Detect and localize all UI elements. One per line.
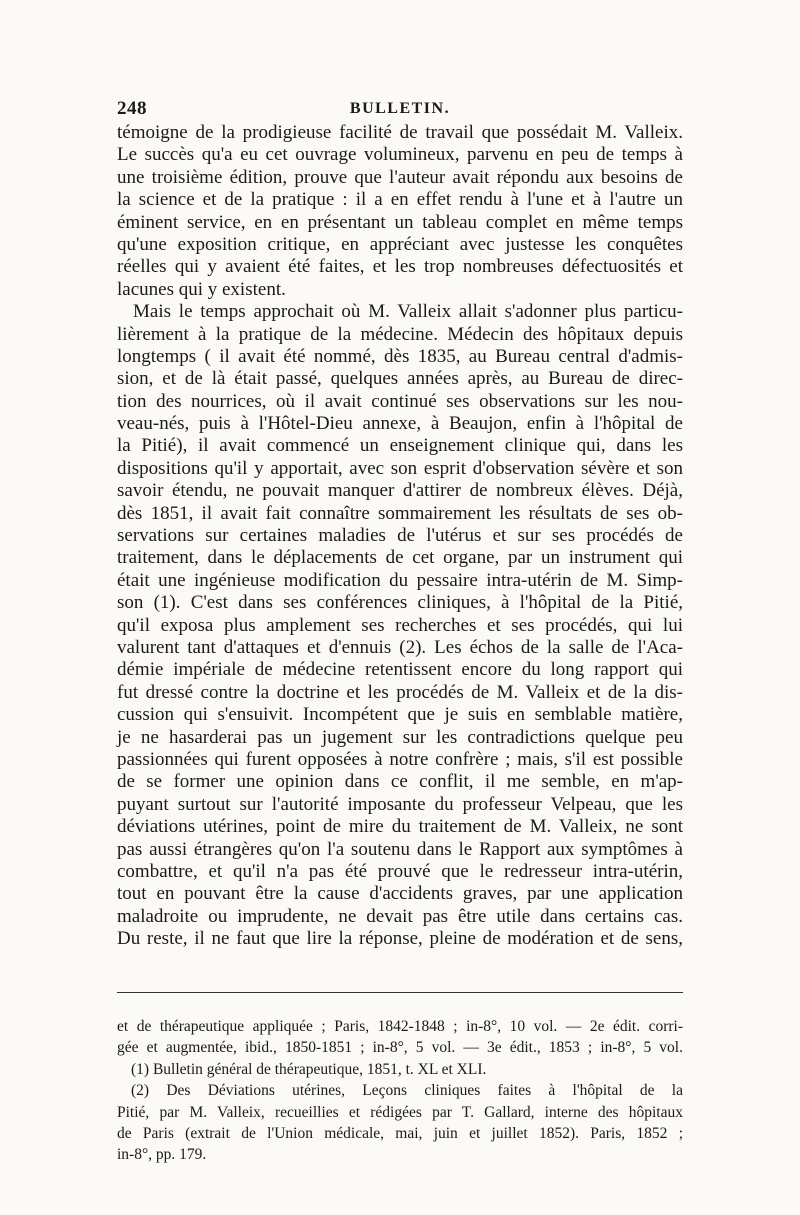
text-line: servations sur certaines maladies de l'utérus et sur ses procédés de [117, 525, 683, 547]
text-line: fut dressé contre la doctrine et les procédés de M. Valleix et de la dis- [117, 681, 683, 703]
footnote-line: (2) Des Déviations utérines, Leçons cliniques faites à l'hôpital de la [131, 1082, 683, 1100]
text-line: je ne hasarderai pas un jugement sur les contradictions quelque peu [117, 726, 683, 748]
text-line: dès 1851, il avait fait connaître sommairement les résultats de ses ob- [117, 502, 683, 524]
running-head: BULLETIN. [349, 100, 451, 117]
body-text [117, 122, 683, 950]
text-line: longtemps ( il avait été nommé, dès 1835, au Bureau central d'admis- [117, 345, 683, 367]
text-line: Du reste, il ne faut que lire la réponse, pleine de modération et de sens, [117, 928, 683, 950]
text-line: Le succès qu'a eu cet ouvrage volumineux, parvenu en peu de temps à [117, 144, 683, 166]
text-line: valurent tant d'attaques et d'ennuis (2). Les échos de la salle de l'Aca- [117, 636, 683, 658]
text-line: tout en pouvant être la cause d'accidents graves, par une application [117, 883, 683, 905]
footnote-separator [117, 992, 683, 993]
text-line: qu'une exposition critique, en appréciant avec justesse les conquêtes [117, 233, 683, 255]
text-line: de se former une opinion dans ce conflit, il me semble, en m'ap- [117, 771, 683, 793]
text-line: lièrement à la pratique de la médecine. Médecin des hôpitaux depuis [117, 323, 683, 345]
text-line: dispositions qu'il y apportait, avec son esprit d'observation sévère et son [117, 457, 683, 479]
text-line: la science et de la pratique : il a en effet rendu à l'une et à l'autre un [117, 189, 683, 211]
text-line: démie impériale de médecine retentissent encore du long rapport qui [117, 659, 683, 681]
footnotes [117, 1016, 683, 1166]
text-line: la Pitié), il avait commencé un enseignement clinique qui, dans les [117, 435, 683, 457]
text-line: combattre, et qu'il n'a pas été prouvé que le redresseur intra-utérin, [117, 860, 683, 882]
text-line: qu'il exposa plus amplement ses recherches et ses procédés, qui lui [117, 614, 683, 636]
text-line: lacunes qui y existent. [117, 278, 286, 300]
text-line: déviations utérines, point de mire du traitement de M. Valleix, ne sont [117, 816, 683, 838]
page-header [117, 98, 683, 122]
footnote-line: de Paris (extrait de l'Union médicale, mai, juin et juillet 1852). Paris, 1852 ; [117, 1124, 683, 1142]
text-line: savoir étendu, ne pouvait manquer d'attirer de nombreux élèves. Déjà, [117, 480, 683, 502]
page-number: 248 [117, 98, 147, 119]
text-line: témoigne de la prodigieuse facilité de travail que possédait M. Valleix. [117, 122, 683, 143]
text-line: pas aussi étrangères qu'on l'a soutenu dans le Rapport aux symptômes à [117, 838, 683, 860]
text-line: traitement, dans le déplacements de cet organe, par un instrument qui [117, 547, 683, 569]
footnote-line: in-8°, pp. 179. [117, 1146, 207, 1164]
text-line: était une ingénieuse modification du pessaire intra-utérin de M. Simp- [117, 569, 683, 591]
text-line: passionnées qui furent opposées à notre confrère ; mais, s'il est possible [117, 748, 683, 770]
footnote-line: et de thérapeutique appliquée ; Paris, 1842-1848 ; in-8°, 10 vol. — 2e édit. corri- [117, 1018, 683, 1035]
text-line: réelles qui y avaient été faites, et les trop nombreuses défectuosités et [117, 256, 683, 278]
text-line: maladroite ou imprudente, ne devait pas être utile dans certains cas. [117, 905, 683, 927]
text-line: éminent service, en en présentant un tableau complet en même temps [117, 211, 683, 233]
text-line: tion des nourrices, où il avait continué ses observations sur les nou- [117, 390, 683, 412]
text-line: puyant surtout sur l'autorité imposante du professeur Velpeau, que les [117, 793, 683, 815]
text-line: veau-nés, puis à l'Hôtel-Dieu annexe, à Beaujon, enfin à l'hôpital de [117, 413, 683, 435]
text-line: cussion qui s'ensuivit. Incompétent que je suis en semblable matière, [117, 704, 683, 726]
footnote-line: gée et augmentée, ibid., 1850-1851 ; in-8°, 5 vol. — 3e édit., 1853 ; in-8°, 5 vol. [117, 1039, 683, 1057]
footnote-line: (1) Bulletin général de thérapeutique, 1851, t. XL et XLI. [131, 1060, 487, 1078]
text-line: son (1). C'est dans ses conférences cliniques, à l'hôpital de la Pitié, [117, 592, 683, 614]
text-line: Mais le temps approchait où M. Valleix allait s'adonner plus particu- [133, 301, 683, 323]
footnote-line: Pitié, par M. Valleix, recueillies et rédigées par T. Gallard, interne des hôpitaux [117, 1103, 683, 1121]
text-line: une troisième édition, prouve que l'auteur avait répondu aux besoins de [117, 166, 683, 188]
text-line: sion, et de là était passé, quelques années après, au Bureau de direc- [117, 368, 683, 390]
